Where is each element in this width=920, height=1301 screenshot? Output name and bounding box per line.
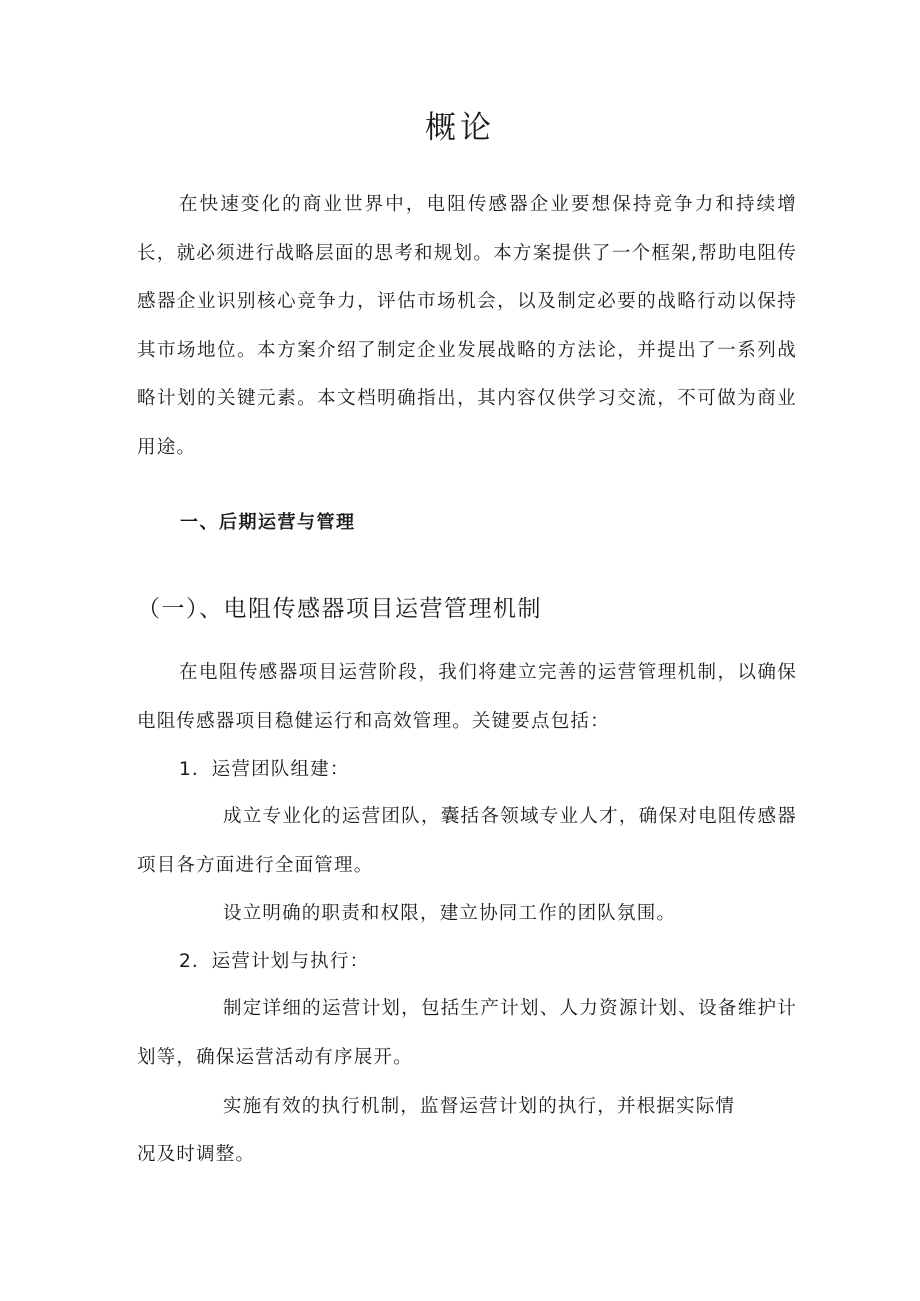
list-item-label: 2．运营计划与执行： — [179, 951, 370, 972]
body-paragraph: 成立专业化的运营团队，囊括各领域专业人才，确保对电阻传感器项目各方面进行全面管理。 — [137, 806, 797, 876]
intro-paragraph: 在快速变化的商业世界中，电阻传感器企业要想保持竞争力和持续增长，就必须进行战略层面的思考和规划。本方案提供了一个框架,帮助电阻传感器企业识别核心竞争力，评估市场机会，以及制定必要的战略行动以保持其市场地位。本方案介绍了制定企业发展战略的方法论，并提出了一系列战略计划的关键元素。本文档明确指出，其内容仅供学习交流，不可做为商业用途。 — [137, 194, 797, 458]
subsection-intro-paragraph: 在电阻传感器项目运营阶段，我们将建立完善的运营管理机制，以确保电阻传感器项目稳健运行和高效管理。关键要点包括： — [137, 662, 797, 732]
body-paragraph: 实施有效的执行机制，监督运营计划的执行，并根据实际情 — [223, 1096, 736, 1117]
body-paragraph-continuation: 况及时调整。 — [137, 1144, 256, 1165]
page-title: 概论 — [425, 110, 495, 146]
subsection-heading: （一）、电阻传感器项目运营管理机制 — [137, 596, 542, 622]
body-paragraph: 设立明确的职责和权限，建立协同工作的团队氛围。 — [223, 903, 677, 924]
body-paragraph: 制定详细的运营计划，包括生产计划、人力资源计划、设备维护计划等，确保运营活动有序展开。 — [137, 998, 797, 1068]
section-heading: 一、后期运营与管理 — [180, 512, 356, 533]
list-item-label: 1．运营团队组建： — [179, 759, 350, 780]
